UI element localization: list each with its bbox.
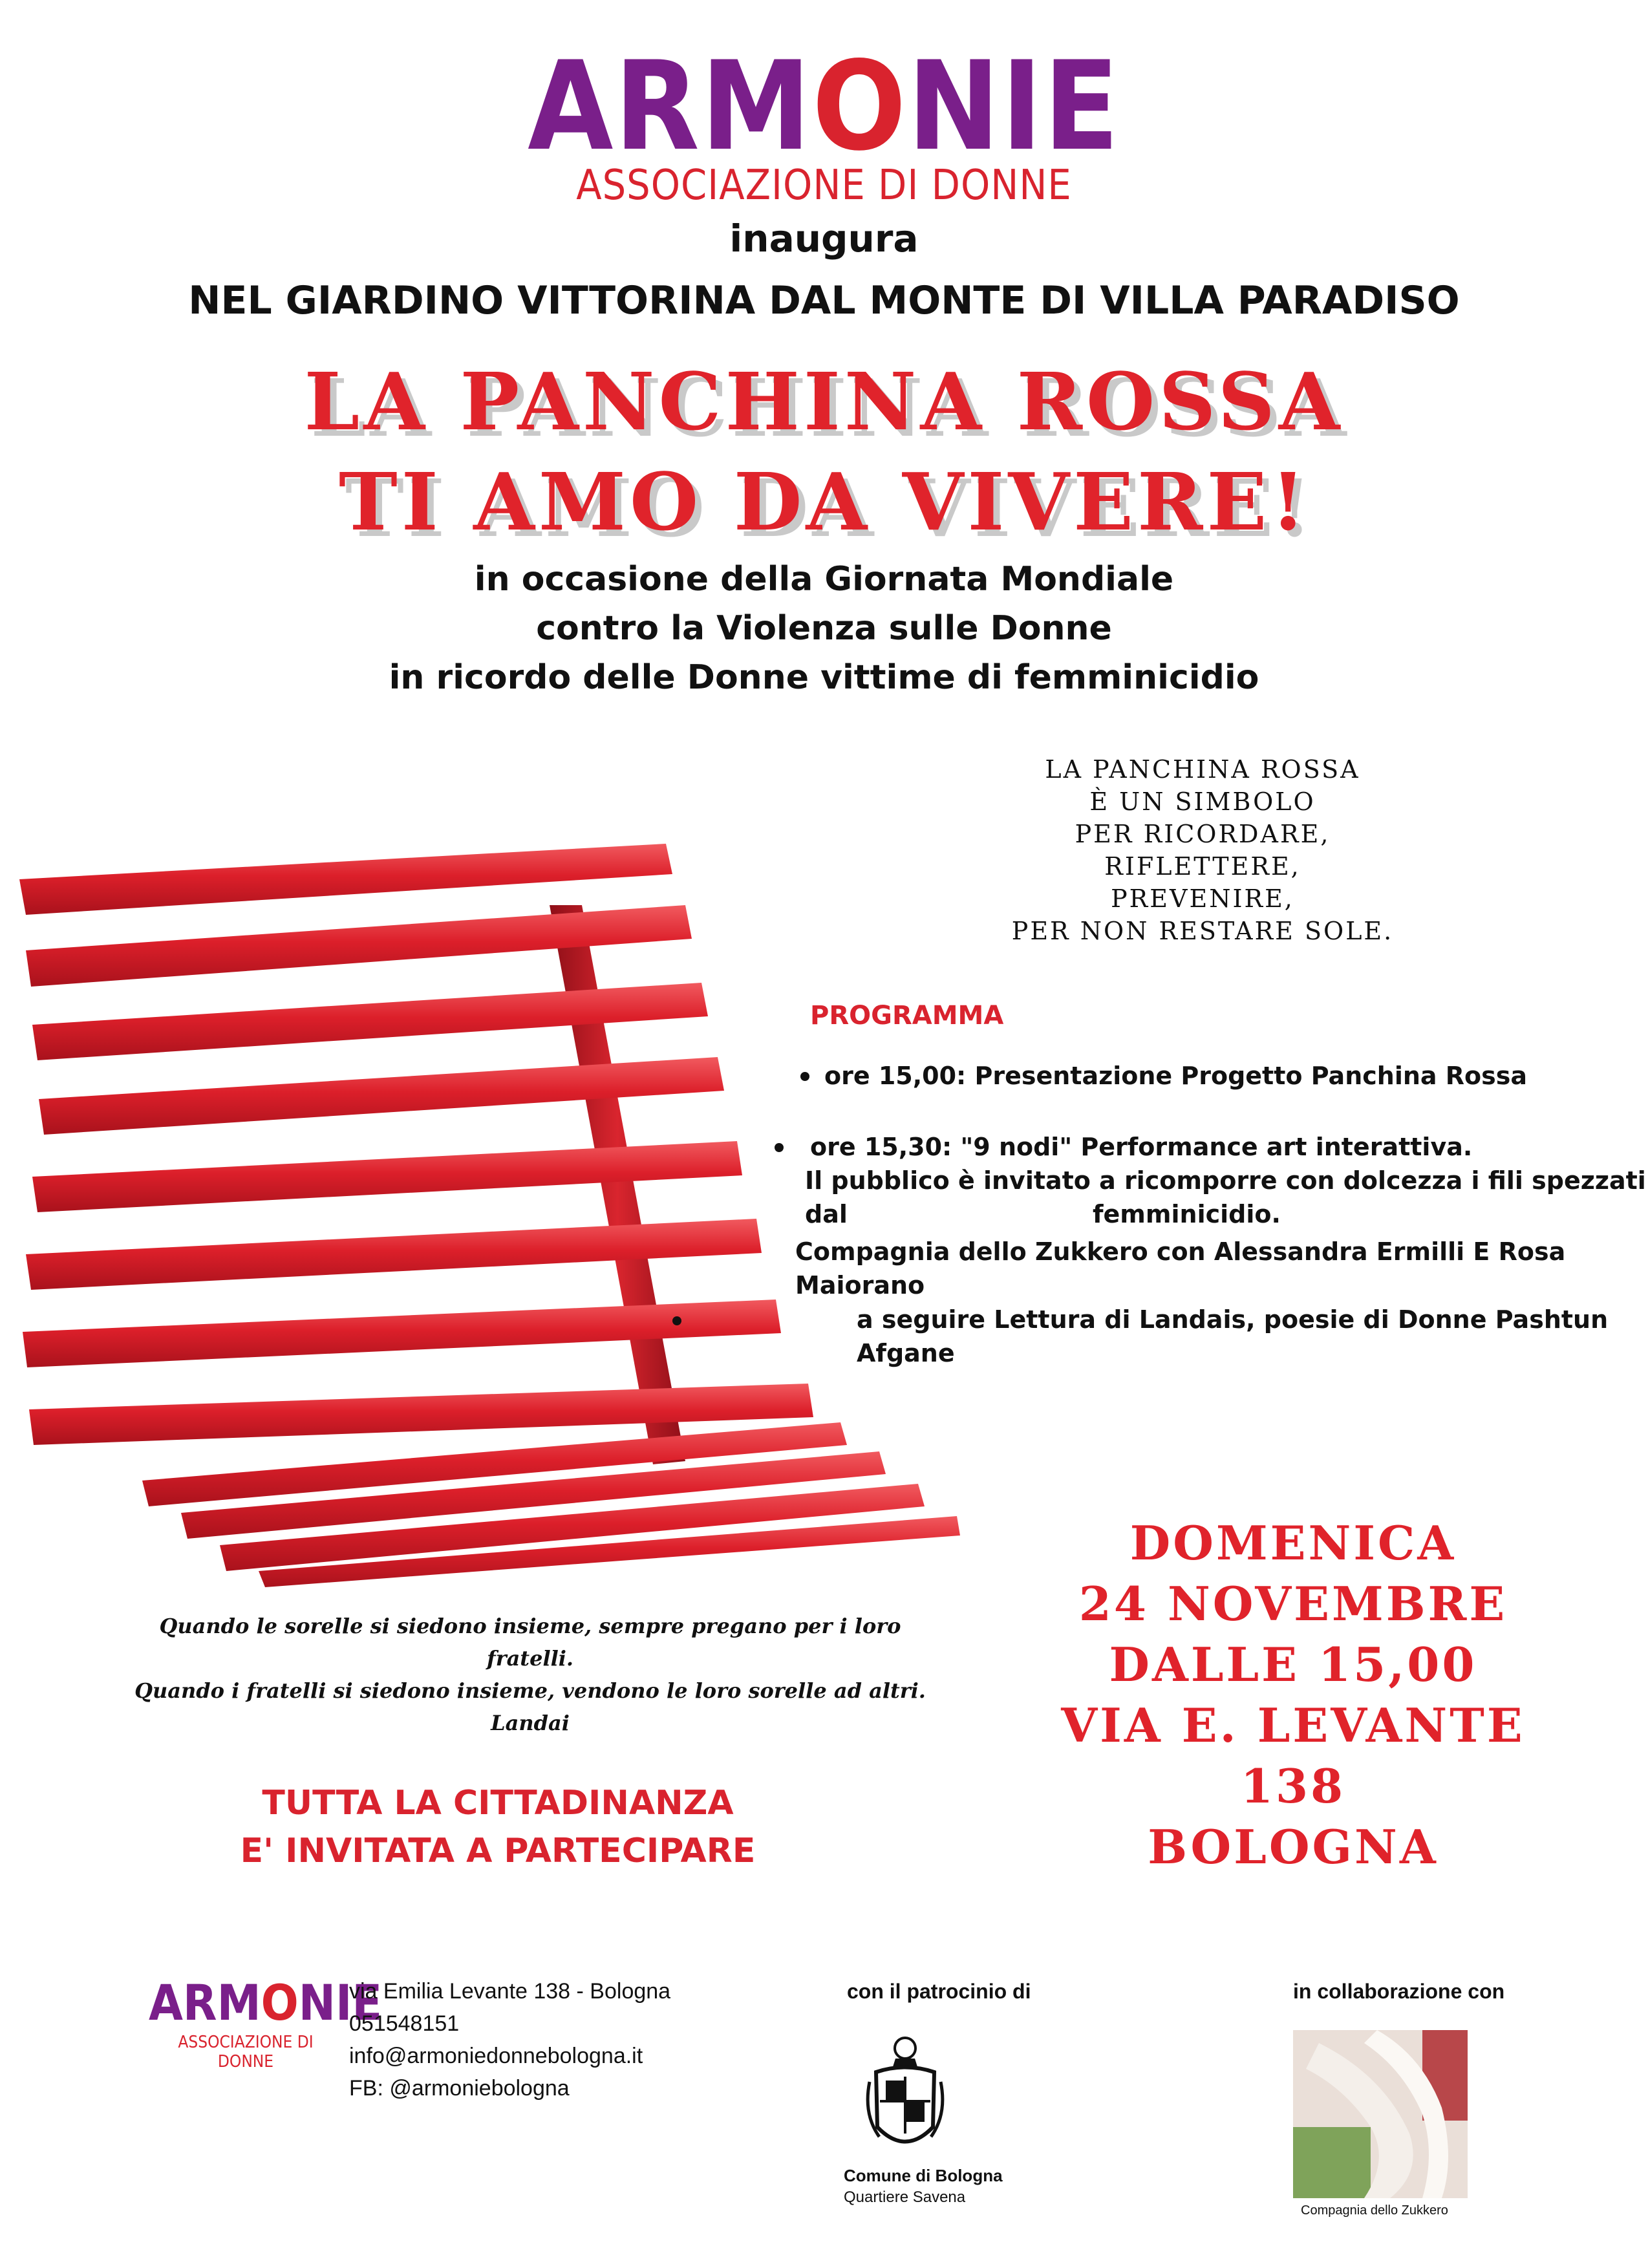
symbol-line-2: È UN SIMBOLO xyxy=(1089,787,1316,816)
patrocinio-label: con il patrocinio di xyxy=(847,1980,1031,2003)
symbol-line-5: PREVENIRE, xyxy=(1111,884,1294,913)
footer-email[interactable]: info@armoniedonnebologna.it xyxy=(349,2044,643,2068)
event-block xyxy=(957,1513,1629,1878)
comune-label: Comune di Bologna xyxy=(844,2166,1003,2185)
footer-logo-post: NIE xyxy=(298,1974,383,2031)
compagnia-label: Compagnia dello Zukkero xyxy=(1301,2203,1448,2218)
quote-author: Landai xyxy=(491,1711,570,1735)
programma-item-2-line-4: Compagnia dello Zukkero con Alessandra Ermilli E Rosa Maiorano xyxy=(795,1237,1566,1300)
footer-fb[interactable]: FB: @armoniebologna xyxy=(349,2076,570,2101)
programma-item-2-line-2: Il pubblico è invitato a ricomporre con dolcezza i fili spezzati dal xyxy=(805,1166,1646,1228)
bullet-3 xyxy=(672,1316,681,1325)
event-date: 24 NOVEMBRE xyxy=(1078,1576,1508,1631)
title-line-2: TI AMO DA VIVERE! xyxy=(338,455,1309,548)
bullet-1 xyxy=(800,1072,809,1081)
symbol-line-3: PER RICORDARE, xyxy=(1075,820,1331,848)
programma-heading: PROGRAMMA xyxy=(810,1001,1004,1031)
event-day: DOMENICA xyxy=(1129,1515,1457,1570)
occasion-line-3: in ricordo delle Donne vittime di femminicidio xyxy=(389,658,1259,697)
bullet-2 xyxy=(775,1143,784,1152)
footer-logo-o: O xyxy=(261,1974,299,2031)
footer-logo xyxy=(149,1974,383,2071)
logo-word-post: NIE xyxy=(907,35,1120,178)
title-line-1: LA PANCHINA ROSSA xyxy=(304,355,1344,448)
programma-item-1: ore 15,00: Presentazione Progetto Panchina Rossa xyxy=(824,1062,1528,1090)
programma-item-3: a seguire Lettura di Landais, poesie di Donne Pashtun Afgane xyxy=(857,1305,1609,1367)
inaugura-text: inaugura xyxy=(729,217,919,261)
symbol-line-1: LA PANCHINA ROSSA xyxy=(1045,755,1360,784)
logo-subtitle: ASSOCIAZIONE DI DONNE xyxy=(576,162,1072,209)
footer-phone: 051548151 xyxy=(349,2011,460,2036)
invite-block xyxy=(129,1779,866,1875)
invite-line-2: E' INVITATA A PARTECIPARE xyxy=(240,1832,756,1870)
event-street: VIA E. LEVANTE xyxy=(1061,1698,1525,1753)
event-city: BOLOGNA xyxy=(1148,1819,1439,1874)
symbol-line-4: RIFLETTERE, xyxy=(1104,852,1301,881)
footer-contact xyxy=(349,1975,670,2104)
footer-address: via Emilia Levante 138 - Bologna xyxy=(349,1979,671,2004)
symbol-line-6: PER NON RESTARE SOLE. xyxy=(1011,917,1394,945)
quartiere-label: Quartiere Savena xyxy=(844,2188,966,2206)
quote-line-2: Quando i fratelli si siedono insieme, vendono le loro sorelle ad altri. xyxy=(134,1678,926,1703)
footer-logo-pre: ARM xyxy=(149,1974,261,2031)
occasion-line-2: contro la Violenza sulle Donne xyxy=(536,609,1112,648)
programma-item-2-line-3: femminicidio. xyxy=(1093,1200,1281,1228)
logo-venus-o: O xyxy=(812,35,908,178)
comune-bologna-crest-icon xyxy=(857,2030,954,2159)
collaborazione-label: in collaborazione con xyxy=(1293,1980,1505,2003)
programma-item-2-line-1: ore 15,30: "9 nodi" Performance art interattiva. xyxy=(810,1133,1473,1161)
footer-logo-word xyxy=(149,1974,383,2031)
logo-armonie xyxy=(0,35,1648,178)
footer-logo-subtitle: ASSOCIAZIONE DI DONNE xyxy=(178,2033,314,2071)
event-number: 138 xyxy=(1240,1759,1346,1813)
venue-text: NEL GIARDINO VITTORINA DAL MONTE DI VILLA PARADISO xyxy=(188,278,1460,323)
occasion-block xyxy=(0,555,1648,702)
quote-line-1: Quando le sorelle si siedono insieme, sempre pregano per i loro fratelli. xyxy=(159,1614,901,1671)
logo-word-pre: ARM xyxy=(528,35,813,178)
invite-line-1: TUTTA LA CITTADINANZA xyxy=(262,1784,734,1823)
occasion-line-1: in occasione della Giornata Mondiale xyxy=(474,560,1174,599)
landai-quote xyxy=(129,1610,931,1739)
compagnia-photo xyxy=(1293,2030,1468,2198)
event-time: DALLE 15,00 xyxy=(1109,1637,1477,1692)
